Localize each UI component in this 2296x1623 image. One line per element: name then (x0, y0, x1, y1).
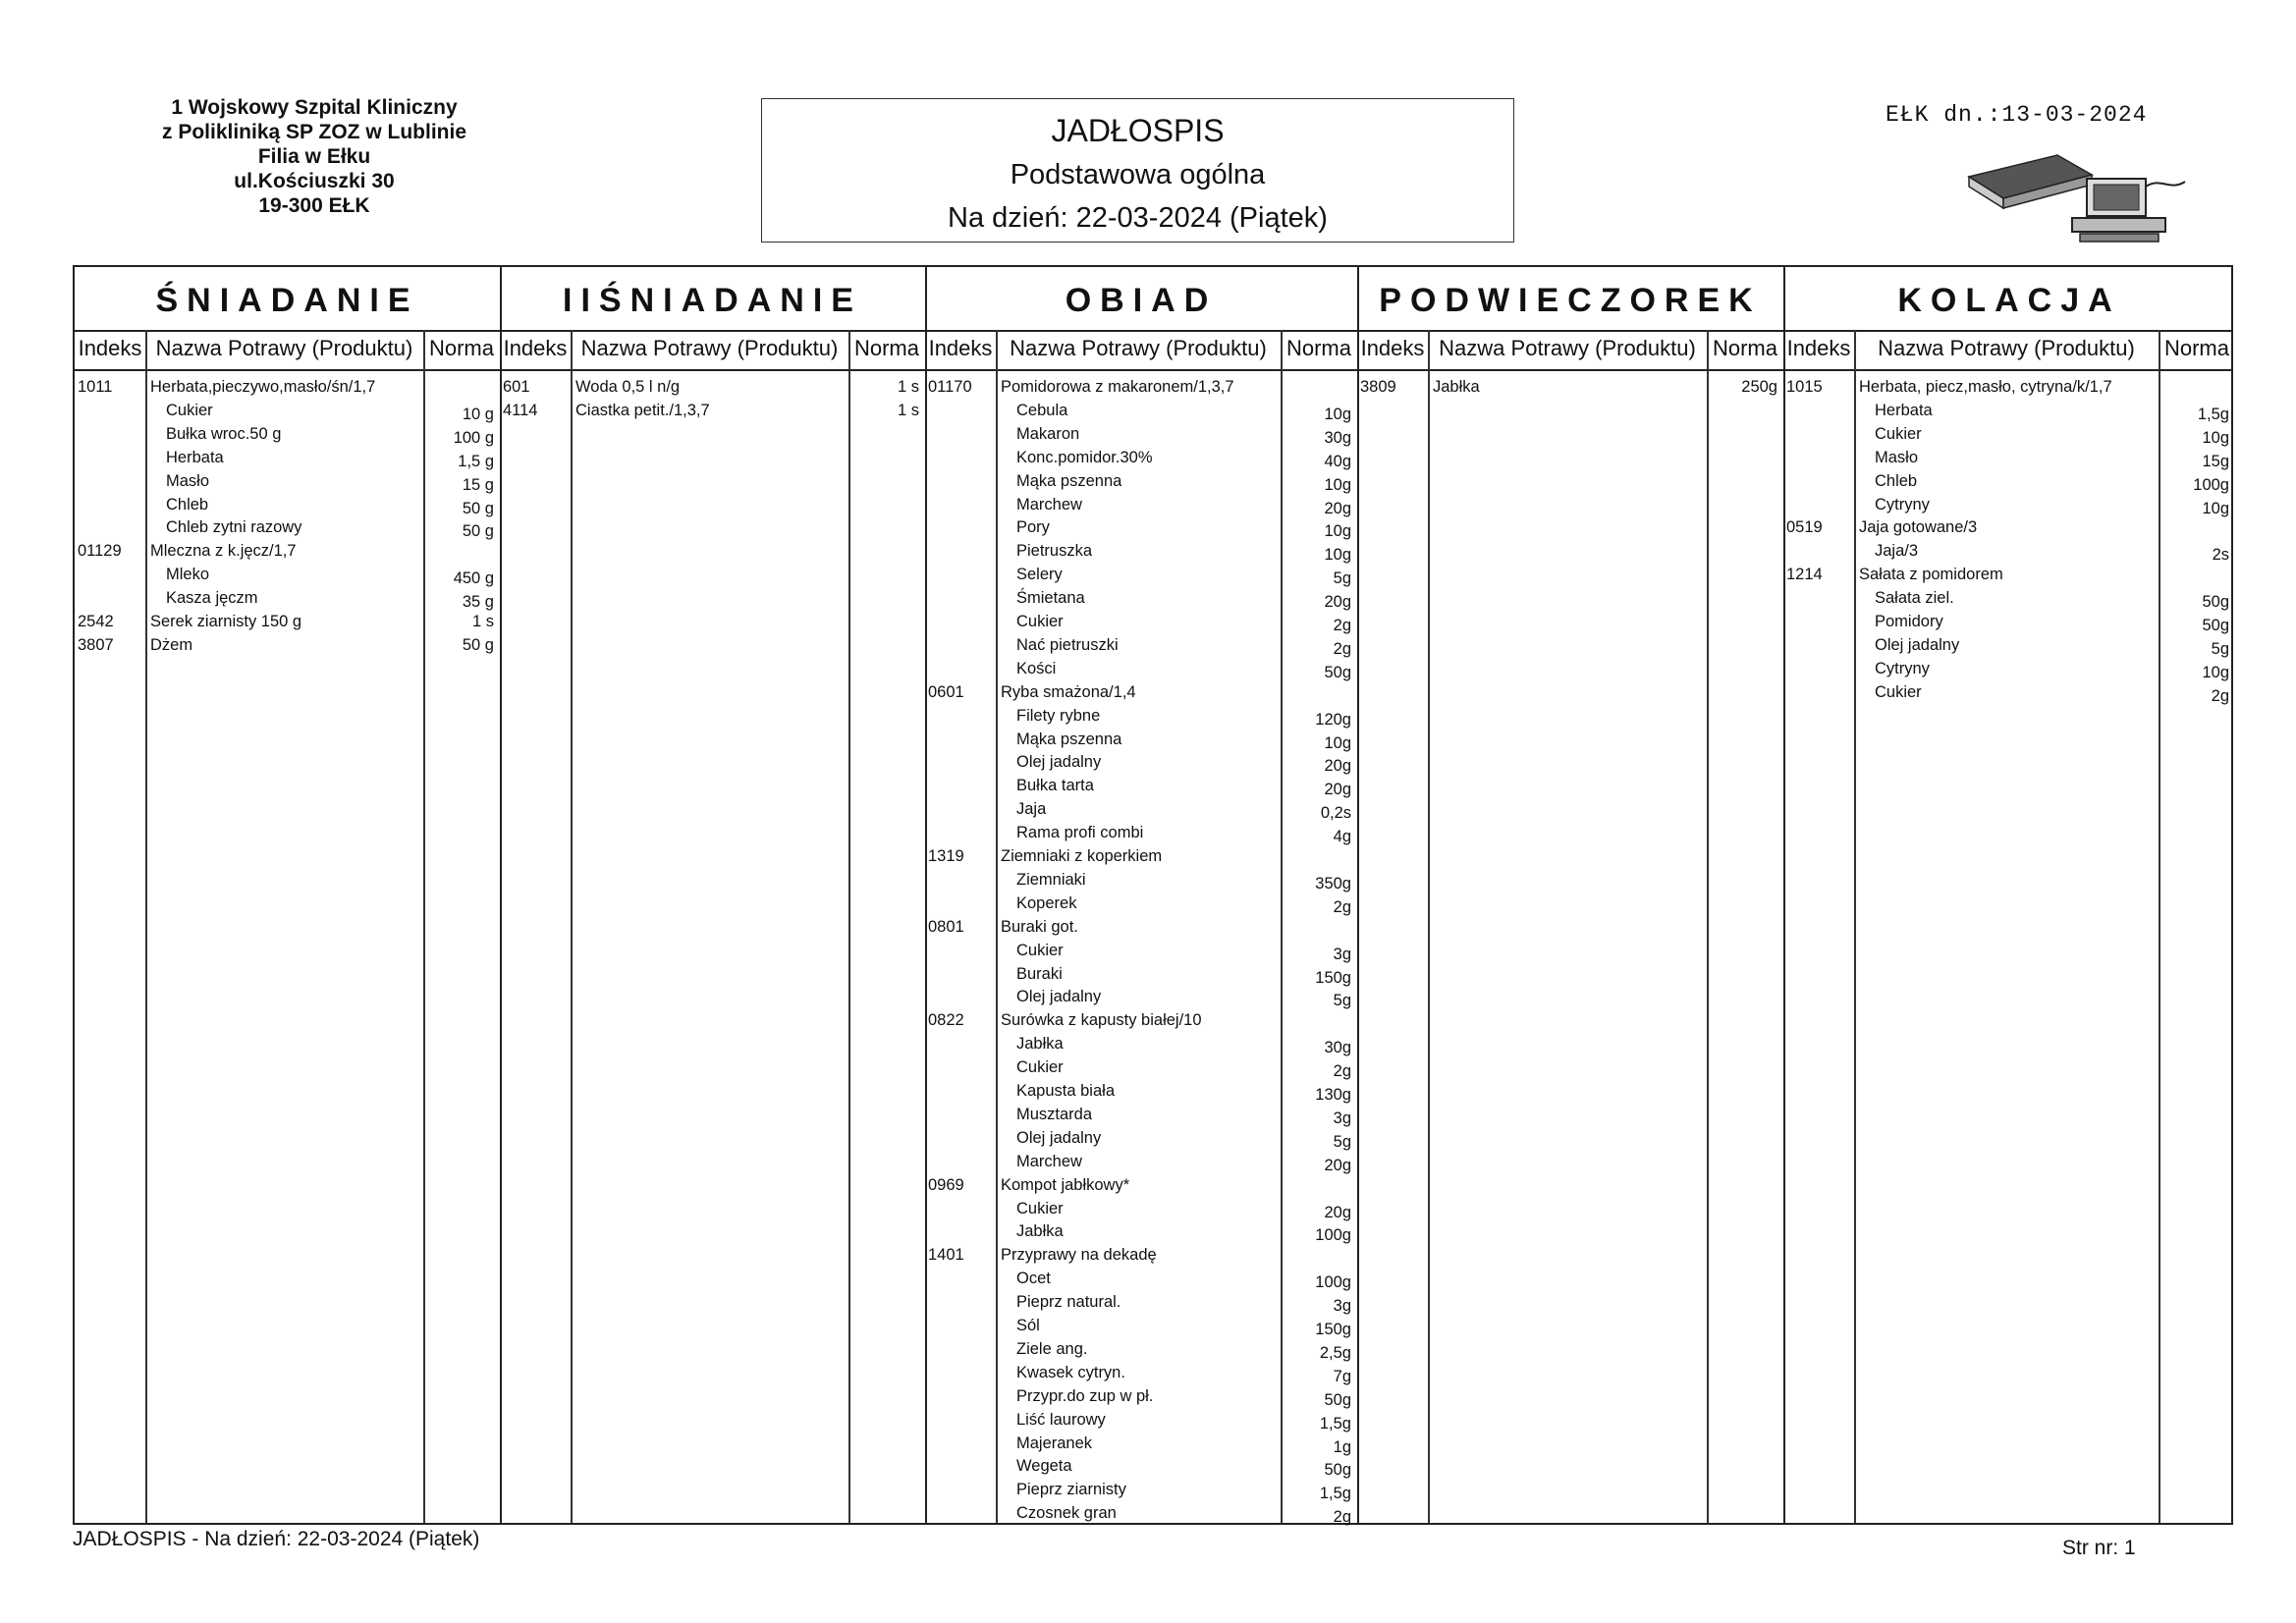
row-norma: 10g (1324, 546, 1351, 565)
row-norma: 3g (1333, 945, 1351, 963)
ingredient-name: Ziele ang. (1016, 1339, 1088, 1358)
meal-title: PODWIECZOREK (1379, 282, 1762, 319)
column-header-nazwa: Nazwa Potrawy (Produktu) (1439, 336, 1696, 360)
ingredient-name: Ziemniaki (1016, 870, 1086, 889)
dish-name: Pomidorowa z makaronem/1,3,7 (1001, 378, 1234, 396)
ingredient-name: Marchew (1016, 1152, 1082, 1170)
row-norma: 120g (1315, 710, 1351, 729)
dish-name: Ziemniaki z koperkiem (1001, 847, 1163, 865)
dish-name: Woda 0,5 l n/g (575, 378, 681, 396)
row-index: 1401 (928, 1246, 964, 1265)
row-norma: 10g (1324, 522, 1351, 541)
row-index: 01129 (78, 542, 122, 561)
row-index: 3809 (1360, 378, 1396, 396)
dish-name: Ciastka petit./1,3,7 (575, 401, 710, 419)
row-norma: 2s (2212, 546, 2229, 565)
page-number: Str nr: 1 (2062, 1537, 2136, 1559)
column-header-norma: Norma (2163, 336, 2229, 360)
row-index: 601 (503, 378, 530, 396)
ingredient-name: Nać pietruszki (1016, 635, 1119, 654)
column-separator (571, 330, 573, 1523)
hospital-address (93, 95, 535, 218)
row-norma: 0,2s (1320, 804, 1351, 823)
ingredient-name: Mąka pszenna (1016, 471, 1122, 490)
row-norma: 50 g (462, 522, 494, 541)
ingredient-name: Cebula (1016, 401, 1068, 419)
row-norma: 5g (1333, 992, 1351, 1010)
column-separator (1707, 330, 1709, 1523)
ingredient-name: Buraki (1016, 964, 1063, 983)
ingredient-name: Masło (1875, 448, 1919, 466)
row-norma: 50 g (462, 635, 494, 654)
dish-name: Mleczna z k.jęcz/1,7 (150, 542, 297, 561)
row-norma: 20g (1324, 1156, 1351, 1174)
ingredient-name: Cukier (1875, 424, 1922, 443)
dish-name: Surówka z kapusty białej/10 (1001, 1011, 1202, 1030)
row-norma: 2g (1333, 1062, 1351, 1081)
ingredient-name: Sól (1016, 1317, 1040, 1334)
row-norma: 5g (2211, 639, 2229, 658)
row-index: 0801 (928, 917, 964, 936)
row-norma: 150g (1315, 1321, 1351, 1338)
column-separator (145, 330, 147, 1523)
row-norma: 10g (2202, 663, 2229, 681)
row-index: 1214 (1786, 566, 1823, 584)
row-norma (2159, 563, 2229, 586)
ingredient-name: Herbata (166, 448, 224, 466)
row-norma: 5g (1333, 1132, 1351, 1151)
row-norma: 50g (2202, 617, 2229, 634)
ingredient-name: Cytryny (1875, 659, 1930, 677)
column-separator (996, 330, 998, 1523)
ingredient-name: Pory (1016, 518, 1050, 537)
dish-name: Herbata,pieczywo,masło/śn/1,7 (150, 378, 376, 396)
meal-header-divider (75, 330, 2231, 332)
ingredient-name: Śmietana (1016, 589, 1085, 608)
row-norma: 1 s (897, 401, 919, 419)
row-norma (423, 375, 494, 399)
hospital-line: Filia w Ełku (257, 145, 371, 168)
row-norma (2159, 515, 2229, 539)
row-norma: 3g (1333, 1297, 1351, 1316)
hospital-line: 1 Wojskowy Szpital Kliniczny (171, 96, 458, 119)
ingredient-name: Olej jadalny (1875, 635, 1960, 654)
row-norma: 1,5 g (458, 452, 494, 470)
row-norma: 20g (1324, 757, 1351, 776)
row-index: 0519 (1786, 518, 1823, 537)
row-norma: 5g (1333, 569, 1351, 588)
row-norma: 250g (1741, 378, 1777, 396)
ingredient-name: Selery (1016, 566, 1063, 584)
row-norma: 10 g (462, 405, 494, 423)
ingredient-name: Cukier (1016, 941, 1064, 959)
ingredient-name: Mleko (166, 566, 210, 584)
row-norma: 10g (1324, 475, 1351, 494)
row-norma: 50 g (462, 499, 494, 517)
row-index: 01170 (928, 378, 972, 396)
ingredient-name: Sałata ziel. (1875, 589, 1954, 608)
ingredient-name: Cukier (1016, 1199, 1064, 1217)
row-norma: 7g (1333, 1367, 1351, 1385)
row-index: 3807 (78, 635, 114, 654)
row-norma: 100g (1315, 1273, 1351, 1292)
meal-title: KOLACJA (1897, 282, 2121, 319)
row-index: 1011 (78, 378, 113, 396)
row-norma: 40g (1324, 452, 1351, 470)
ingredient-name: Przypr.do zup w pł. (1016, 1386, 1154, 1405)
ingredient-name: Jaja/3 (1875, 542, 1919, 561)
row-norma: 130g (1315, 1086, 1351, 1104)
row-norma: 1 s (897, 378, 919, 396)
ingredient-name: Koperek (1016, 893, 1077, 912)
meal-title: IIŚNIADANIE (563, 282, 862, 319)
row-index: 1319 (928, 847, 964, 865)
row-norma: 30g (1324, 428, 1351, 447)
issue-date: EŁK dn.:13-03-2024 (1886, 102, 2148, 128)
column-header-indeks: Indeks (928, 336, 993, 360)
row-norma: 20g (1324, 781, 1351, 799)
meal-separator (1783, 267, 1785, 1523)
ingredient-name: Makaron (1016, 424, 1080, 443)
ingredient-name: Chleb zytni razowy (166, 518, 302, 537)
menu-date: Na dzień: 22-03-2024 (Piątek) (948, 202, 1328, 234)
dish-name: Jaja gotowane/3 (1859, 518, 1978, 537)
dish-name: Serek ziarnisty 150 g (150, 613, 302, 630)
ingredient-name: Kwasek cytryn. (1016, 1363, 1125, 1381)
ingredient-name: Pomidory (1875, 613, 1943, 630)
ingredient-name: Konc.pomidor.30% (1016, 448, 1153, 466)
row-norma: 2,5g (1319, 1343, 1351, 1362)
row-norma: 150g (1315, 968, 1351, 987)
dish-name: Ryba smażona/1,4 (1001, 682, 1136, 701)
row-norma: 35 g (462, 593, 494, 612)
row-norma (1281, 1173, 1351, 1197)
column-header-indeks: Indeks (78, 336, 142, 360)
ingredient-name: Cukier (166, 401, 213, 419)
dish-name: Sałata z pomidorem (1859, 566, 2003, 584)
ingredient-name: Pieprz ziarnisty (1016, 1481, 1126, 1499)
row-norma: 450 g (453, 569, 494, 588)
ingredient-name: Cytryny (1875, 495, 1930, 514)
row-norma: 1g (1333, 1437, 1351, 1456)
row-norma: 1 s (471, 613, 494, 630)
row-norma: 2g (2211, 686, 2229, 705)
row-norma: 30g (1324, 1039, 1351, 1057)
ingredient-name: Olej jadalny (1016, 1128, 1102, 1147)
row-norma (1281, 375, 1351, 399)
column-header-indeks: Indeks (503, 336, 568, 360)
document-title: JADŁOSPIS (1051, 113, 1225, 148)
ingredient-name: Musztarda (1016, 1105, 1093, 1123)
ingredient-name: Bułka wroc.50 g (166, 424, 282, 443)
dish-name: Jabłka (1433, 378, 1480, 396)
ingredient-name: Wegeta (1016, 1457, 1072, 1476)
ingredient-name: Cukier (1016, 1058, 1064, 1077)
row-norma: 15 g (462, 475, 494, 494)
title-box (761, 98, 1514, 243)
column-header-indeks: Indeks (1786, 336, 1851, 360)
ingredient-name: Cukier (1875, 682, 1922, 701)
row-norma: 100g (1315, 1226, 1351, 1245)
ingredient-name: Herbata (1875, 401, 1933, 419)
ingredient-name: Ocet (1016, 1270, 1051, 1288)
row-norma: 20g (1324, 1203, 1351, 1221)
diet-name: Podstawowa ogólna (1010, 159, 1266, 190)
dish-name: Kompot jabłkowy* (1001, 1175, 1130, 1194)
ingredient-name: Marchew (1016, 495, 1082, 514)
ingredient-name: Olej jadalny (1016, 988, 1102, 1006)
hospital-line: 19-300 EŁK (258, 194, 370, 217)
ingredient-name: Pieprz natural. (1016, 1293, 1121, 1312)
row-norma: 1,5g (1319, 1414, 1351, 1433)
ingredient-name: Masło (166, 471, 210, 490)
ingredient-name: Rama profi combi (1016, 824, 1144, 842)
dish-name: Buraki got. (1001, 917, 1078, 936)
ingredient-name: Olej jadalny (1016, 753, 1102, 772)
row-norma: 10g (2202, 428, 2229, 447)
column-header-nazwa: Nazwa Potrawy (Produktu) (580, 336, 839, 360)
row-index: 2542 (78, 613, 114, 630)
row-norma: 10g (2202, 499, 2229, 517)
row-norma: 20g (1324, 593, 1351, 612)
ingredient-name: Filety rybne (1016, 706, 1101, 725)
row-norma: 50g (1324, 1461, 1351, 1480)
row-norma (2159, 375, 2229, 399)
column-separator (1428, 330, 1430, 1523)
row-norma (1281, 680, 1351, 704)
row-norma: 20g (1324, 499, 1351, 517)
column-header-nazwa: Nazwa Potrawy (Produktu) (1010, 336, 1267, 360)
dish-name: Dżem (150, 635, 193, 654)
row-norma: 2g (1333, 1508, 1351, 1527)
footer-date: JADŁOSPIS - Na dzień: 22-03-2024 (Piątek) (73, 1528, 480, 1550)
row-norma: 15g (2202, 452, 2229, 470)
dish-name: Herbata, piecz,masło, cytryna/k/1,7 (1859, 378, 2112, 396)
ingredient-name: Kości (1016, 659, 1057, 677)
column-separator (1854, 330, 1856, 1523)
ingredient-name: Jabłka (1016, 1035, 1064, 1054)
row-norma (1281, 844, 1351, 868)
row-norma: 10g (1324, 733, 1351, 752)
row-norma: 3g (1333, 1109, 1351, 1127)
meal-title: OBIAD (1065, 282, 1218, 319)
ingredient-name: Mąka pszenna (1016, 730, 1122, 748)
row-norma: 50g (2202, 593, 2229, 612)
column-header-norma: Norma (1285, 336, 1351, 360)
column-header-norma: Norma (428, 336, 494, 360)
column-header-nazwa: Nazwa Potrawy (Produktu) (155, 336, 413, 360)
ingredient-name: Majeranek (1016, 1434, 1093, 1452)
row-norma (1281, 915, 1351, 939)
row-norma: 2g (1333, 897, 1351, 916)
row-norma: 2g (1333, 617, 1351, 634)
row-index: 0822 (928, 1011, 964, 1030)
ingredient-name: Chleb (166, 495, 209, 514)
meal-title: ŚNIADANIE (155, 282, 419, 319)
ingredient-name: Czosnek gran (1016, 1504, 1117, 1523)
hospital-line: z Polikliniką SP ZOZ w Lublinie (162, 121, 466, 143)
menu-table (73, 265, 2233, 1525)
row-norma (423, 539, 494, 563)
ingredient-name: Kasza jęczm (166, 589, 258, 608)
row-norma: 2g (1333, 639, 1351, 658)
row-index: 1015 (1786, 378, 1823, 396)
row-norma: 1,5g (2197, 405, 2229, 423)
row-norma: 1,5g (1319, 1485, 1351, 1503)
ingredient-name: Kapusta biała (1016, 1082, 1115, 1100)
ingredient-name: Jabłka (1016, 1222, 1064, 1241)
dish-name: Przyprawy na dekadę (1001, 1246, 1157, 1265)
row-index: 0969 (928, 1175, 964, 1194)
ingredient-name: Chleb (1875, 471, 1918, 490)
row-norma (1281, 1008, 1351, 1032)
ingredient-name: Liść laurowy (1016, 1410, 1106, 1429)
meal-separator (500, 267, 502, 1523)
row-norma: 100g (2193, 475, 2229, 494)
row-norma (1281, 1243, 1351, 1267)
row-norma: 350g (1315, 874, 1351, 893)
ingredient-name: Cukier (1016, 613, 1064, 630)
ingredient-name: Bułka tarta (1016, 777, 1094, 795)
book-computer-logo-icon (1964, 147, 2190, 245)
column-header-norma: Norma (1712, 336, 1777, 360)
column-separator (848, 330, 850, 1523)
row-norma: 4g (1333, 828, 1351, 846)
row-index: 0601 (928, 682, 964, 701)
column-header-norma: Norma (853, 336, 919, 360)
row-norma: 100 g (453, 428, 494, 447)
ingredient-name: Jaja (1016, 800, 1047, 819)
row-norma: 50g (1324, 663, 1351, 681)
row-index: 4114 (503, 401, 538, 419)
row-norma: 10g (1324, 405, 1351, 423)
meal-separator (1357, 267, 1359, 1523)
meal-separator (925, 267, 927, 1523)
column-header-nazwa: Nazwa Potrawy (Produktu) (1878, 336, 2135, 360)
column-header-divider (75, 369, 2231, 371)
row-norma: 50g (1324, 1390, 1351, 1409)
hospital-line: ul.Kościuszki 30 (234, 170, 395, 192)
ingredient-name: Pietruszka (1016, 542, 1093, 561)
column-header-indeks: Indeks (1360, 336, 1425, 360)
